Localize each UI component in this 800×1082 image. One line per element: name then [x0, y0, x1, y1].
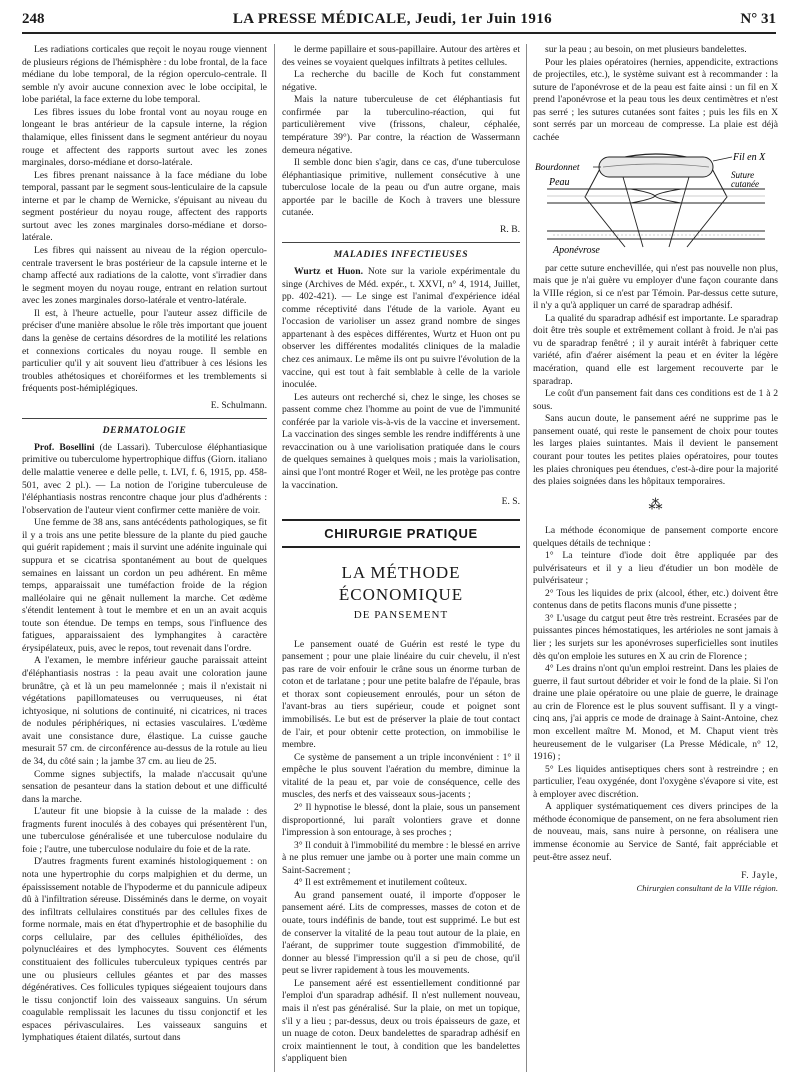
- paragraph: Les auteurs ont recherché si, chez le singe, les choses se passent comme chez l'homme au point de vue de l'immunité conférée par la variole vis-à-vis de la vaccine et inversement. La vaccination des singes semble les rendre indifférents à une revaccination ou à une variolisation pratiquée dans le cours de quelques semaines à quelques mois ; mais la variolisation, ainsi que l'ont montré Roger et Weil, ne les protège pas contre la vaccination.: [282, 391, 520, 491]
- paragraph: par cette suture enchevillée, qui n'est pas nouvelle non plus, mais que je n'ai guère vu employer d'une façon courante dans la VIIIe région, si ce n'est par Témoin. Par-dessus cette suture, il n'y a qu'à appliquer un carré de sparadrap adhésif.: [533, 262, 778, 312]
- paragraph: Comme signes subjectifs, la malade n'accusait qu'une sensation de pesanteur dans la station debout et une difficulté dans la marche.: [22, 768, 267, 805]
- label-aponevrose: Aponévrose: [553, 244, 600, 256]
- signature: E. Schulmann.: [210, 399, 267, 411]
- article-title: LA MÉTHODE ÉCONOMIQUE: [338, 562, 464, 604]
- divider: [22, 418, 267, 419]
- column-middle: [282, 44, 520, 1072]
- issue-number: N° 31: [740, 10, 776, 27]
- paragraph: 3° L'usage du catgut peut être très restreint. Ecrasées par de puissantes pinces hémostatiques, les artérioles ne sont jamais à lier ; les surjets sur les aponévroses superficielles sont inutiles dès qu'on emploie les sutures en X au crin de Florence ;: [533, 612, 778, 662]
- paragraph: sur la peau ; au besoin, on met plusieurs bandelettes.: [545, 44, 747, 55]
- paragraph: La qualité du sparadrap adhésif est importante. Le sparadrap doit être très souple et extrêmement collant à froid. Je n'ai pas vu de sparadrap fenêtré ; il y aurait intérêt à fabriquer cette variété, afin d'aérer aisément la peau et en éviter la légère macération, quand elle est largement recouverte par le sparadrap.: [533, 312, 778, 387]
- section-heading: DERMATOLOGIE: [102, 425, 187, 437]
- review-author: Prof. Bosellini: [34, 441, 95, 453]
- paragraph: Le pansement ouaté de Guérin est resté le type du pansement ; pour une plaie linéaire du cuir chevelu, il n'est pas rare de voir enfouir le crâne sous un énorme turban de coton et de tarlatane ; pour une petite balafre de l'épaule, bras et thorax sont copieusement enroulés, pour un séton de l'avant-bras au tiers supérieur, coude et poignet sont immobilisés. Le but est de préserver la plaie de tout contact de l'air, et pour obtenir cette protection, on immobilise le membre.: [282, 638, 520, 751]
- review-paragraph: [22, 442, 267, 517]
- divider: [282, 242, 520, 243]
- signature: R. B.: [500, 223, 520, 235]
- asterism: ⁂: [648, 497, 663, 513]
- signature: E. S.: [501, 496, 520, 508]
- paragraph: Sans aucun doute, le pansement aéré ne supprime pas le pansement ouaté, qui reste le pansement de choix pour toutes les larges plaies suintantes. Mais il devient le pansement courant pour toutes les petites plaies opératoires, pour toutes les plaies chroniques peu étendues, c'est-à-dire pour la majorité des plaies soignées dans les hôpitaux temporaires.: [533, 413, 778, 488]
- paragraph: A appliquer systématiquement ces divers principes de la méthode économique de pansement, on ne fera absolument rien de nouveau, mais, sans nuire à personne, on réalisera une immense économie au Service de Santé, fait appréciable et peut-être assez neuf.: [533, 801, 778, 863]
- suture-figure: [533, 147, 778, 259]
- issue-date: Jeudi, 1er Juin 1916: [415, 10, 553, 27]
- aponeurosis-layer: [547, 231, 765, 239]
- paragraph: 5° Les liquides antiseptiques chers sont à restreindre ; en particulier, l'eau oxygénée, dont l'oxygène s'évapore si vite, est à employer avec discrétion.: [533, 763, 778, 800]
- label-bourdonnet: Bourdonnet: [535, 162, 580, 173]
- column-rule: [274, 44, 275, 1072]
- paragraph: Le coût d'un pansement fait dans ces conditions est de 1 à 2 sous.: [533, 388, 778, 412]
- page-header: [22, 6, 776, 34]
- column-left: [22, 44, 267, 1072]
- column-rule: [526, 44, 527, 1072]
- review-author: Wurtz et Huon.: [294, 266, 363, 277]
- label-fil-en-x: Fil en X: [733, 151, 766, 163]
- paragraph: 4° Les drains n'ont qu'un emploi restreint. Dans les plaies de guerre, il faut surtout débrider et voir le fond de la plaie. Si l'on draine une plaie opératoire ou une plaie de guerre, le drainage au crin de Florence est le plus souvent suffisant. Il y a vingt-cinq ans, j'ai appris ce mode de drainage à Saint-Antoine, chez mon excellent maître M. Monod, et M. Chaput vient très heureusement de le vulgariser (La Presse Médicale, n° 12, 1916) ;: [533, 663, 778, 763]
- paragraph: A l'examen, le membre inférieur gauche paraissait atteint d'éléphantiasis nostras : la peau avait une coloration jaune brunâtre, çà et là un peu mamelonnée ; mais il n'existait ni végétations papillomateuses ou verruqueuses, ni état ichtyosique, ni solutions de continuité, ni cicatrices, ni traces de nodules périphériques, ni ectasies vasculaires. L'œdème avait une consistance dure, élastique. La cuisse gauche mesurait 57 cm. de circonférence au-dessus de la rotule au lieu de 34, du côté sain ; la jambe 37 cm. au lieu de 25.: [22, 655, 267, 767]
- paragraph: Les fibres issues du lobe frontal vont au noyau rouge en longeant le bras antérieur de la capsule interne, la région thalamique, elles finissent dans le segment antérieur du noyau rouge et affectent des rapports surtout avec les zones marginales, dorso-médiane et dorso-latérale.: [22, 106, 267, 169]
- paragraph: 2° Il hypnotise le blessé, dont la plaie, sous un pansement disproportionné, lui paraît volontiers grave et donne l'impression à son entourage, à ses proches ;: [282, 801, 520, 839]
- paragraph: 3° Il conduit à l'immobilité du membre : le blessé en arrive à ne plus remuer une jambe ou à porter une main comme un Saint-Sacrement ;: [282, 839, 520, 876]
- paragraph: Au grand pansement ouaté, il importe d'opposer le pansement aéré. Lits de compresses, masses de coton et de ouate, tours indéfinis de bande, tout est supprimé. Le but est de conserver la vitalité de la peau tout autour de la plaie, en l'aérant, de supprimer toute suggestion d'immobilité, de donner au blessé l'impression qu'il a si peu de chose, qu'il peut se livrer rapidement à tous les mouvements.: [282, 889, 520, 977]
- paragraph: Il semble donc bien s'agir, dans ce cas, d'une tuberculose éléphantiasique primitive, nullement consécutive à une tuberculose locale de la peau ou d'un autre organe, mais apportée par le bacille de Koch à travers une blessure cutanée.: [282, 157, 520, 219]
- paragraph: Les fibres prenant naissance à la face médiane du lobe temporal, passant par le segment sous-lenticulaire de la capsule interne et par le champ de Wernicke, s'épuisant au niveau du segment postérieur du noyau rouge, affectent des rapports surtout avec les zones marginales dorso-médiane et dorso-latérale.: [22, 169, 267, 244]
- rubric-banner: CHIRURGIE PRATIQUE: [282, 519, 520, 548]
- section-heading: MALADIES INFECTIEUSES: [333, 249, 469, 261]
- author-signature: F. Jayle,: [741, 870, 778, 882]
- page-number: 248: [22, 10, 45, 27]
- paragraph: Pour les plaies opératoires (hernies, appendicite, extractions de projectiles, etc.), le système suivant est à recommander : la suture de l'aponévrose et de la peau est faite ainsi : un fil en X prend l'aponévrose et la peau tous les deux centimètres et n'est pas serré ; les sutures cutanées sont faites ; puis les fils en X sont serrés par un morceau de compresse. La plaie est déjà cachée: [533, 56, 778, 143]
- paragraph: 4° Il est extrêmement et inutilement coûteux.: [294, 877, 468, 889]
- label-suture: Suture: [731, 169, 755, 180]
- article-subtitle: DE PANSEMENT: [353, 609, 449, 622]
- label-peau: Peau: [549, 176, 570, 188]
- label-leader: [713, 157, 732, 161]
- label-cutanee: cutanée: [731, 178, 759, 189]
- paragraph: Une femme de 38 ans, sans antécédents pathologiques, se fit il y a trois ans une petite blessure de la plante du pied gauche qui guérit rapidement ; mais il survint une adénite inguinale qui suppura et se cicatrisa spontanément au bout de quelques semaines en laissant un cordon un peu adhérent. En même temps, apparaissait une tuméfaction froide de la région malléolaire qui ne gênait nullement la marche. Cet œdème s'étendit lentement à tout le membre et en un an avait acquis toute son étendue. De temps en temps, sous l'influence des fatigues, apparaissaient des lymphangites à caractère érysipélateux, puis, avec le repos, tout revenait dans l'ordre.: [22, 517, 267, 654]
- journal-header: LA PRESSE MÉDICALE, Jeudi, 1er Juin 1916: [232, 10, 553, 27]
- review-paragraph: [282, 266, 520, 392]
- suture-diagram: [533, 147, 778, 259]
- author-role: Chirurgien consultant de la VIIIe région.: [636, 882, 778, 893]
- paragraph: Le pansement aéré est essentiellement conditionné par l'emploi d'un sparadrap adhésif. Il n'est nullement nouveau, mais il n'est pas généralisé. Sur la plaie, on met un topique, s'il y a lieu ; par-dessus, deux ou trois épaisseurs de gaze, et un nuage de coton. Deux bandelettes de sparadrap adhésif en croix maintiennent le tout, à condition que les bandelettes s'appliquent bien: [282, 977, 520, 1065]
- journal-name: LA PRESSE MÉDICALE: [232, 10, 407, 27]
- column-right: [533, 44, 778, 1072]
- paragraph: Il est, à l'heure actuelle, pour l'auteur assez difficile de préciser d'une manière absolue le rôle très important que jouent dans la genèse de certains désordres de la motilité les relations et connexions corticales du noyau rouge. Il semble en particulier qu'il y ait souvent lieu d'attribuer à ces lésions les troubles athétosiques et choréiformes et les tremblements si fréquents post-hémiplégiques.: [22, 307, 267, 395]
- bourdonnet-pad: [599, 157, 713, 177]
- review-text: (de Lassari). Tuberculose éléphantiasique primitive ou tuberculome hypertrophique diffus (Giorn. italiano delle malattie veneree e delle pelle, t. LVI, f. 6, 1915, pp. 458-501, avec 2 pl.). — La notion de l'origine tuberculeuse de l'éléphantiasis nostras rencontre chaque jour plus d'adhérents : l'observation de l'auteur vient confirmer cette manière de voir.: [22, 441, 267, 516]
- paragraph: Ce système de pansement a un triple inconvénient : 1° il empêche le plus souvent l'aération du membre, diminue la vitalité de la peau et, par voie de conséquence, celle des muscles, des nerfs et des vaisseaux sous-jacents ;: [282, 751, 520, 801]
- paragraph: La méthode économique de pansement comporte encore quelques détails de technique :: [533, 524, 778, 549]
- paragraph: La recherche du bacille de Koch fut constamment négative.: [282, 69, 520, 93]
- paragraph: Les fibres qui naissent au niveau de la région operculo-centrale traversent le bras postérieur de la capsule interne et le champ affecté aux radiations de la calotte, vont s'irradier dans le segment moyen du noyau rouge, entrant en relation surtout avec les zones marginales dorso-latérale et ventro-latérale.: [22, 245, 267, 307]
- paragraph: D'autres fragments furent examinés histologiquement : on nota une hypertrophie du corps malpighien et du derme, un épaississement notable de l'hypoderme et du pannicule adipeux dû à l'infiltration séreuse. Disséminés dans le derme, on voyait des infiltrats cellulaires constitués par des cellules fixes de forme normale, mais en état d'hypertrophie et de basophilie du corps cellulaire, par des cellules épithélioïdes, des polynucléaires et des lymphocytes. Souvent ces éléments constituaient des follicules tuberculeux typiques centrés par une ou plusieurs cellules géantes et par des masses dégénératives. Ces follicules typiques siégeaient toujours dans le tissu conjonctif loin des vaisseaux sanguins. Un sérum coagulable remplissait les lacunes du tissu conjonctif et les espaces périvasculaires. Les vaisseaux sanguins et lymphatiques étaient dilatés, surtout dans: [22, 856, 267, 1044]
- paragraph: le derme papillaire et sous-papillaire. Autour des artères et des veines se voyaient quelques infiltrats à petites cellules.: [282, 44, 520, 68]
- paragraph: 1° La teinture d'iode doit être appliquée par des pulvérisateurs et il y a lieu d'étudier un bon modèle de pulvérisateur ;: [533, 550, 778, 587]
- review-text: Note sur la variole expérimentale du singe (Archives de Méd. expér., t. XXVI, n° 4, 1914, Juillet, pp. 402-421). — Le singe est l'animal d'expérience idéal comme réceptivité dans l'étude de la variole. Ayant eu l'occasion de varioliser un assez grand nombre de singes appartenant à des espèces différentes, Wurtz et Huon ont pu observer les différentes modalités cliniques de la maladie chez ces animaux. Le même ils ont pu suivre l'évolution de la vaccine, qui est tout à fait semblable à celle de la variole inoculée.: [282, 266, 520, 391]
- paragraph: L'auteur fit une biopsie à la cuisse de la malade : des fragments furent inoculés à des cobayes qui présentèrent l'un, une tuberculose généralisée et une tuberculose nodulaire du foie ; l'autre, une tuberculose nodulaire du foie et de la rate.: [22, 806, 267, 855]
- paragraph: 2° Tous les liquides de prix (alcool, éther, etc.) doivent être contenus dans de petits flacons munis d'une pissette ;: [533, 587, 778, 612]
- paragraph: Mais la nature tuberculeuse de cet éléphantiasis fut confirmée par la tuberculino-réaction, qui fut particulièrement vive (frissons, chaleur, céphalée, température 39°). Par contre, la réaction de Wassermann demeura négative.: [282, 94, 520, 156]
- paragraph: Les radiations corticales que reçoit le noyau rouge viennent de plusieurs régions de l'hémisphère : du lobe frontal, de la face médiane du lobe temporal, de la région operculo-centrale. Il semble n'y avoir aucune connexion avec le lobe occipital, le lobe pariétal, la face externe du lobe temporal.: [22, 44, 267, 106]
